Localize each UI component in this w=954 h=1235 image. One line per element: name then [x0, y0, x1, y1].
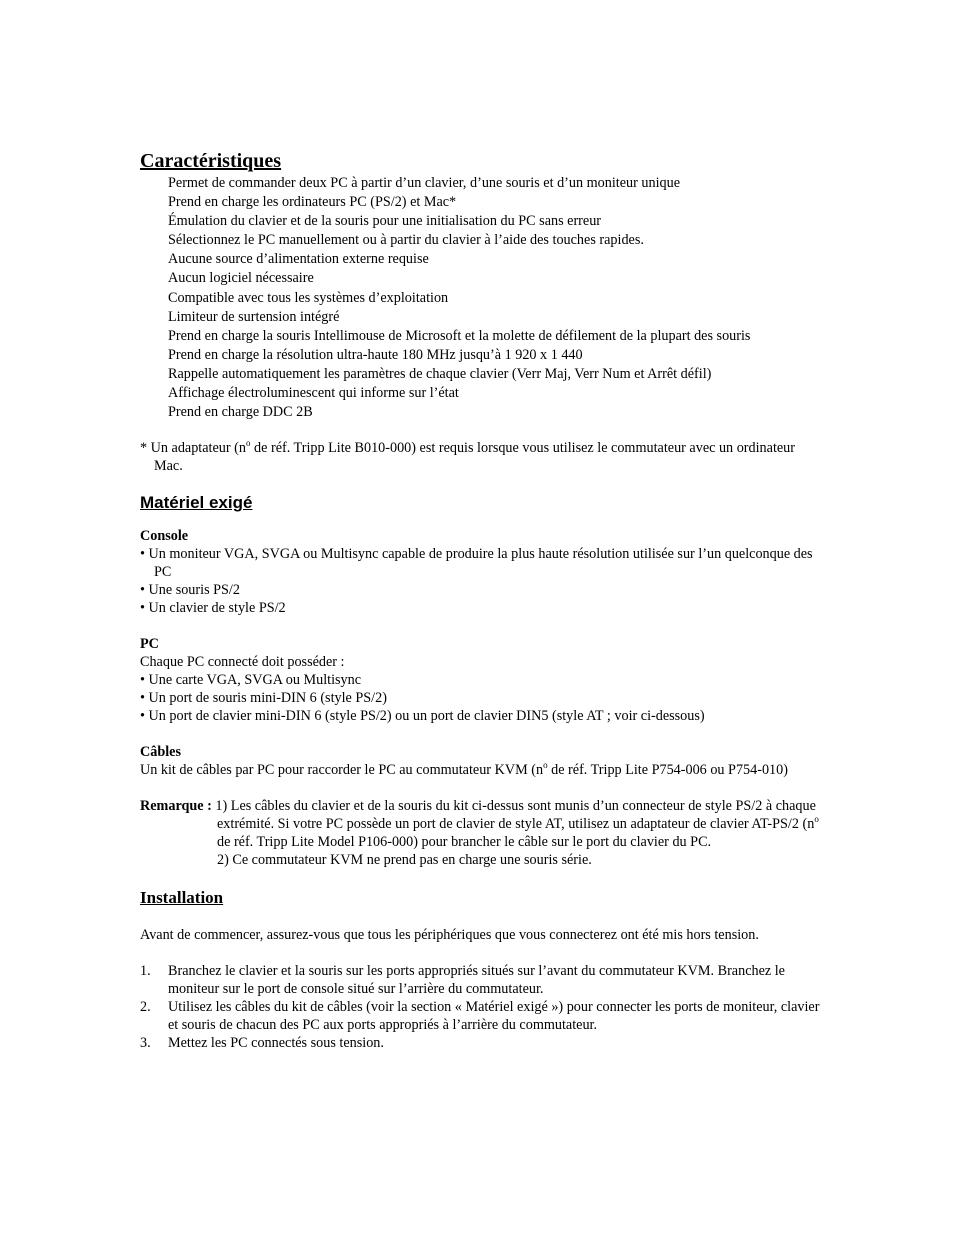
feature-item: Prend en charge DDC 2B	[168, 404, 313, 421]
installation-step: 2. Utilisez les câbles du kit de câbles (voir la section « Matériel exigé ») pour connecter les ports de moniteur, clavier et souris de chacun des PC aux ports appropriés à l’arrière du commutateur.	[140, 999, 820, 1034]
remark-point-2: 2) Ce commutateur KVM ne prend pas en charge une souris série.	[217, 852, 592, 869]
feature-item: Aucune source d’alimentation externe requise	[168, 251, 429, 268]
mac-adapter-footnote: * Un adaptateur ($n^o$ de réf. Tripp Lite B010-000) est requis lorsque vous utilisez le commutateur avec un ordinateur Mac.	[140, 438, 795, 475]
pc-list	[140, 671, 820, 725]
document-page	[140, 148, 820, 1052]
feature-item: Affichage électroluminescent qui informe sur l’état	[168, 385, 459, 402]
remark-label: Remarque :	[140, 798, 212, 815]
feature-item: Compatible avec tous les systèmes d’exploitation	[168, 289, 449, 306]
installation-step: 1. Branchez le clavier et la souris sur les ports appropriés situés sur l’avant du commutateur KVM. Branchez le moniteur sur le port de console situé sur l’arrière du commutateur.	[140, 963, 785, 998]
installation-intro: Avant de commencer, assurez-vous que tous les périphériques que vous connecterez ont été mis hors tension.	[140, 927, 759, 944]
installation-heading: Installation	[140, 888, 224, 908]
installation-step: 3. Mettez les PC connectés sous tension.	[140, 1035, 384, 1052]
feature-item: Prend en charge la résolution ultra-haute 180 MHz jusqu’à 1 920 x 1 440	[168, 346, 583, 363]
pc-item: • Un port de souris mini-DIN 6 (style PS/2)	[140, 690, 387, 707]
pc-item: • Un port de clavier mini-DIN 6 (style PS/2) ou un port de clavier DIN5 (style AT ; voir ci-dessous)	[140, 708, 705, 725]
pc-item: • Une carte VGA, SVGA ou Multisync	[140, 672, 362, 689]
remark-note: Remarque : 1) Les câbles du clavier et de la souris du kit ci-dessus sont munis d’un connecteur de style PS/2 à chaque extrémité. Si votre PC possède un port de clavier de style AT, utilisez un adaptateur de clavier AT-PS/2 ($n^o$ de réf. Tripp Lite Model P106-000) pour brancher le câble sur le port du clavier du PC. 2) Ce commutateur KVM ne prend pas en charge une souris série.	[140, 798, 819, 869]
feature-item: Limiteur de surtension intégré	[168, 308, 340, 325]
feature-item: Émulation du clavier et de la souris pour une initialisation du PC sans erreur	[168, 213, 602, 230]
installation-steps	[140, 962, 820, 1052]
feature-item: Sélectionnez le PC manuellement ou à partir du clavier à l’aide des touches rapides.	[168, 232, 644, 249]
features-list	[140, 174, 820, 422]
console-item: • Un moniteur VGA, SVGA ou Multisync capable de produire la plus haute résolution utilisée sur l’un quelconque des PC	[140, 546, 813, 581]
features-heading: Caractéristiques	[140, 150, 282, 172]
feature-item: Aucun logiciel nécessaire	[168, 270, 314, 287]
feature-item: Prend en charge la souris Intellimouse de Microsoft et la molette de défilement de la plupart des souris	[168, 327, 751, 344]
cables-subheading: Câbles	[140, 744, 181, 761]
console-item: • Une souris PS/2	[140, 582, 240, 599]
pc-intro: Chaque PC connecté doit posséder :	[140, 654, 345, 671]
pc-subheading: PC	[140, 636, 159, 653]
console-subheading: Console	[140, 528, 189, 545]
hardware-heading: Matériel exigé	[140, 493, 253, 513]
console-item: • Un clavier de style PS/2	[140, 600, 286, 617]
console-list	[140, 545, 820, 617]
cables-text: Un kit de câbles par PC pour raccorder le PC au commutateur KVM ($n^o$ de réf. Tripp Lite P754-006 ou P754-010)	[140, 760, 788, 779]
feature-item: Permet de commander deux PC à partir d’un clavier, d’une souris et d’un moniteur unique	[168, 175, 681, 191]
feature-item: Rappelle automatiquement les paramètres de chaque clavier (Verr Maj, Verr Num et Arrêt défil)	[168, 365, 712, 382]
feature-item: Prend en charge les ordinateurs PC (PS/2) et Mac*	[168, 194, 457, 211]
